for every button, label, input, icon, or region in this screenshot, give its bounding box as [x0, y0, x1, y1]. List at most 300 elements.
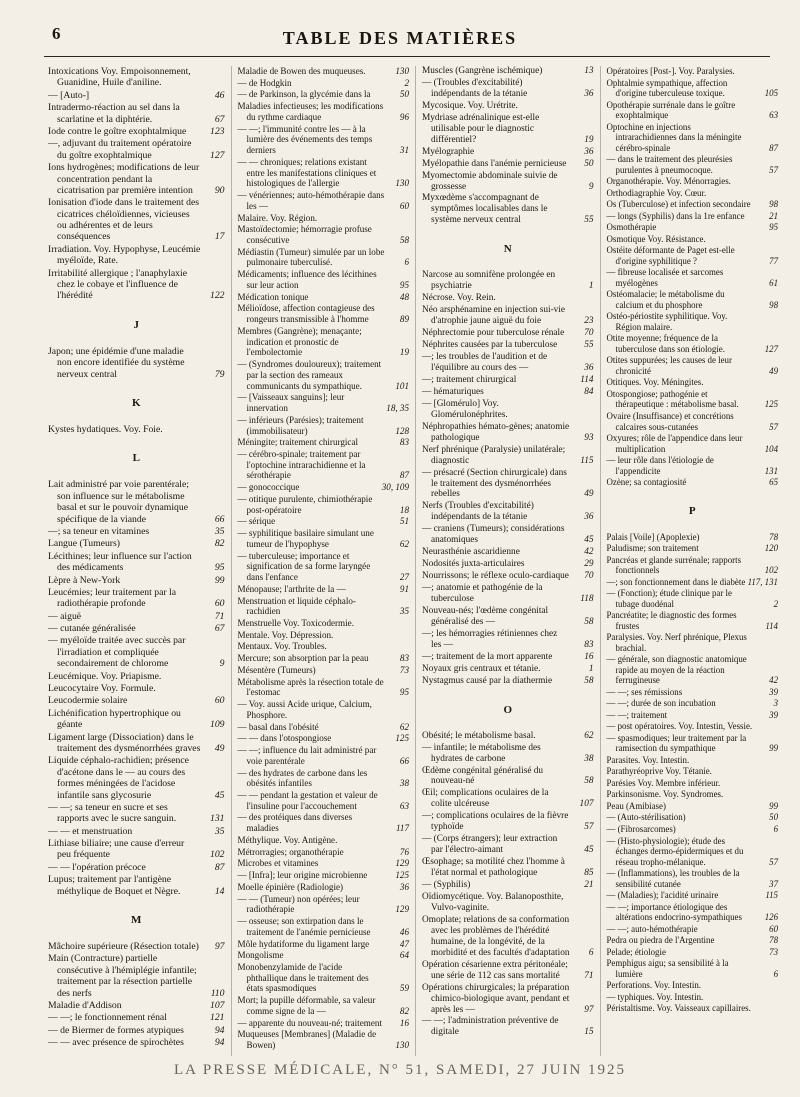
- entry-page-number: 83: [399, 437, 409, 448]
- index-entry: [48, 755, 225, 801]
- entry-page-number: 1: [588, 281, 594, 292]
- entry-page-number: 21: [769, 210, 778, 221]
- page-title: TABLE DES MATIÈRES: [282, 28, 518, 48]
- index-entry: [48, 635, 225, 669]
- index-column-2: [231, 66, 416, 1056]
- entry-page-number: 23: [584, 316, 594, 327]
- entry-page-number: 18: [399, 504, 409, 515]
- index-entry: [422, 743, 594, 765]
- entry-page-number: 37: [769, 878, 778, 889]
- entry-term: Opératoires [Post-]. Voy. Paralysies.: [606, 66, 735, 76]
- entry-page-number: 38: [584, 753, 594, 764]
- entry-term: — de Hodgkin: [237, 77, 292, 88]
- index-entry: [422, 788, 594, 810]
- section-letter: N: [503, 243, 512, 256]
- index-entry: [238, 745, 410, 766]
- entry-term: — —; influence du lait administré par voie parentérale: [237, 745, 377, 766]
- entry-term: Otospongiose; pathogénie et thérapeutique : métabolisme basal.: [606, 388, 739, 410]
- entry-page-number: 83: [584, 639, 594, 650]
- entry-page-number: 99: [769, 743, 778, 754]
- entry-term: Maladie d'Addison: [48, 1000, 122, 1011]
- entry-term: Opothérapie surrénale dans le goître exophtalmique: [606, 99, 736, 121]
- index-entry: [48, 732, 225, 755]
- entry-term: Péristaltisme. Voy. Vaisseaux capillaires.: [606, 1003, 751, 1014]
- entry-term: Opération césarienne extra péritonéale; une série de 112 cas sans mortalité: [422, 959, 568, 981]
- entry-term: Malaire. Voy. Région.: [237, 212, 318, 223]
- entry-term: Ions hydrogènes; modifications de leur concentration pendant la cicatrisation par première intention: [48, 162, 200, 196]
- index-entry: [48, 138, 225, 161]
- index-entry: [422, 340, 594, 351]
- entry-term: — (Inflammations), les troubles de la sensibilité cutanée: [606, 868, 740, 889]
- entry-page-number: 117, 131: [747, 576, 778, 587]
- index-entry: [607, 433, 779, 454]
- entry-term: Liquide céphalo-rachidien; présence d'acétone dans le — au cours des formes méningées de l'acidose infantile sans glycosurie: [48, 755, 189, 801]
- entry-page-number: 70: [584, 328, 594, 339]
- index-entry: [422, 147, 594, 158]
- entry-term: Méningite; traitement chirurgical: [237, 437, 359, 448]
- entry-page-number: 36: [584, 88, 594, 99]
- index-entry: [607, 733, 779, 754]
- entry-term: — basal dans l'obésité: [237, 721, 319, 732]
- entry-term: Myxœdème s'accompagnant de symptômes localisables dans le système nerveux central: [422, 193, 548, 226]
- entry-term: Obésité; le métabolisme basal.: [422, 730, 536, 741]
- entry-term: Os (Tuberculose) et infection secondaire: [606, 199, 751, 210]
- index-entry: [607, 992, 779, 1003]
- entry-page-number: 19: [584, 134, 594, 145]
- entry-term: Langue (Tumeurs): [48, 538, 121, 550]
- index-entry: [422, 305, 594, 327]
- entry-term: — —; le fonctionnement rénal: [48, 1012, 167, 1024]
- index-entry: [607, 789, 779, 800]
- entry-page-number: 87: [769, 142, 778, 153]
- index-entry: [238, 1029, 410, 1050]
- index-entry: [48, 874, 225, 897]
- entry-term: — (Syphilis): [422, 880, 471, 891]
- index-entry: [607, 333, 779, 354]
- index-entry: [422, 606, 594, 628]
- section-letter: K: [131, 396, 141, 409]
- entry-page-number: 14: [214, 885, 225, 897]
- entry-term: — —; traitement: [606, 709, 668, 720]
- section-letter: P: [688, 504, 696, 517]
- entry-page-number: 50: [769, 812, 778, 823]
- index-entry: [238, 66, 410, 77]
- entry-term: Moelle épinière (Radiologie): [237, 881, 344, 892]
- entry-term: Mélioïdose, affection contagieuse des rongeurs transmissible à l'homme: [237, 303, 375, 325]
- index-entry: [238, 665, 410, 676]
- index-entry: [607, 687, 779, 698]
- index-entry: [607, 721, 779, 732]
- entry-page-number: 125: [395, 870, 409, 881]
- entry-page-number: 55: [584, 215, 594, 226]
- index-entry: [238, 699, 410, 720]
- index-entry: [422, 101, 594, 112]
- index-entry: [422, 811, 594, 833]
- index-entry: [607, 234, 779, 245]
- entry-term: — (Corps étrangers); leur extraction par l'électro-aimant: [422, 834, 558, 856]
- entry-page-number: 46: [399, 926, 409, 937]
- entry-page-number: 130: [395, 1040, 409, 1051]
- entry-term: Néphrites causées par la tuberculose: [422, 340, 558, 351]
- index-entry: [422, 652, 594, 663]
- entry-page-number: 122: [209, 290, 225, 302]
- entry-term: Lait administré par voie parentérale; son influence sur le métabolisme basal et sur le pouvoir dynamique spécifique de la viande: [48, 479, 189, 525]
- index-entry: [607, 710, 779, 721]
- entry-page-number: 127: [209, 149, 225, 161]
- entry-page-number: 82: [399, 1005, 409, 1016]
- entry-term: Irradiation. Voy. Hypophyse, Leucémie myéloïde, Rate.: [48, 243, 201, 267]
- entry-page-number: 9: [219, 658, 225, 670]
- entry-term: Mycosique. Voy. Urétrite.: [422, 100, 518, 111]
- entry-page-number: 91: [399, 583, 409, 594]
- entry-page-number: 62: [399, 538, 409, 549]
- entry-term: — (Histo-physiologie); étude des échanges dermo-épidermiques et du réseau tropho-mélanique.: [606, 835, 744, 867]
- index-entry: [607, 902, 779, 923]
- index-entry: [422, 583, 594, 605]
- index-entry: [48, 802, 225, 825]
- entry-page-number: 125: [395, 733, 409, 744]
- entry-page-number: 45: [584, 845, 594, 856]
- index-entry: [48, 671, 225, 682]
- entry-term: Leucodermie solaire: [48, 695, 128, 707]
- entry-term: Iode contre le goître exophtalmique: [48, 125, 187, 137]
- entry-term: — (Auto-stérilisation): [606, 812, 686, 823]
- index-entry: [422, 270, 594, 292]
- entry-term: — Voy. aussi Acide urique, Calcium, Phosphore.: [237, 699, 372, 720]
- entry-page-number: 13: [584, 66, 594, 76]
- entry-term: Œsophage; sa motilité chez l'homme à l'état normal et pathologique: [422, 857, 565, 879]
- entry-term: Membres (Gangrène); menaçante; indication et pronostic de l'embolectomie: [237, 325, 362, 358]
- entry-page-number: 49: [584, 489, 594, 500]
- entry-term: Parésies Voy. Membre inférieur.: [606, 777, 721, 788]
- entry-term: Otites suppurées; les causes de leur chronicité: [606, 355, 732, 376]
- entry-term: — des hydrates de carbone dans les obésités infantiles: [237, 767, 368, 789]
- entry-page-number: 104: [764, 443, 778, 454]
- entry-page-number: 46: [214, 89, 225, 101]
- index-entry: [238, 882, 410, 893]
- entry-page-number: 99: [769, 800, 778, 811]
- entry-page-number: 27: [399, 572, 409, 583]
- entry-term: — (Fonction); étude clinique par le tubage duodénal: [606, 588, 732, 609]
- entry-term: — —; importance étiologique des altérations endocrino-sympathiques: [606, 901, 742, 923]
- entry-term: — — dans l'otospongiose: [237, 733, 332, 744]
- entry-page-number: 130: [395, 178, 409, 189]
- entry-term: — cérébro-spinale; traitement par l'optochine intrarachidienne et la sérothérapie: [237, 448, 366, 481]
- index-entry: [238, 516, 410, 527]
- entry-term: — (Fibrosarcomes): [606, 824, 676, 834]
- entry-page-number: 3: [773, 698, 778, 709]
- index-entry: [238, 157, 410, 189]
- entry-term: Néphropathies hémato-gènes; anatomie pathologique: [422, 421, 570, 443]
- index-entry: [238, 995, 410, 1016]
- index-entry: [607, 824, 779, 835]
- index-entry: [607, 245, 779, 266]
- index-entry: [48, 346, 225, 380]
- index-entry: [48, 244, 225, 267]
- entry-page-number: 107: [579, 799, 594, 810]
- index-entry: [422, 387, 594, 398]
- entry-term: — —; l'immunité contre les — à la lumière des événements des temps derniers: [237, 123, 373, 156]
- index-entry: [48, 1012, 225, 1023]
- index-entry: [607, 958, 779, 979]
- entry-page-number: 42: [584, 547, 594, 558]
- entry-term: —; complications oculaires de la fièvre typhoïde: [422, 811, 569, 833]
- entry-page-number: 6: [404, 257, 409, 268]
- entry-page-number: 89: [399, 314, 409, 325]
- entry-term: — — l'opération précoce: [48, 861, 146, 873]
- index-entry: [238, 835, 410, 846]
- entry-page-number: 97: [214, 941, 225, 953]
- index-entry: [607, 377, 779, 388]
- index-entry: [422, 399, 594, 421]
- entry-term: — — et menstruation: [48, 825, 133, 837]
- entry-term: Maladies infectieuses; les modifications du rythme cardiaque: [237, 101, 384, 122]
- index-entry: [238, 89, 410, 100]
- index-entry: [607, 188, 779, 199]
- index-entry: [422, 293, 594, 304]
- entry-term: — [Glomérulo] Voy. Glomérulonéphrites.: [422, 398, 508, 420]
- entry-page-number: 59: [399, 983, 409, 994]
- entry-page-number: 39: [769, 686, 778, 697]
- entry-page-number: 39: [769, 709, 778, 720]
- entry-page-number: 6: [588, 947, 594, 958]
- index-entry: [607, 868, 779, 889]
- index-entry: [238, 847, 410, 858]
- entry-term: — tuberculeuse; importance et signification de sa forme laryngée dans l'enfance: [237, 550, 371, 583]
- index-entry: [607, 632, 779, 653]
- entry-page-number: 35: [399, 606, 409, 617]
- index-entry: [238, 630, 410, 641]
- entry-page-number: 99: [214, 574, 225, 586]
- index-entry: [238, 303, 410, 324]
- entry-term: Néphrectomie pour tuberculose rénale: [422, 328, 565, 339]
- entry-page-number: 6: [773, 968, 778, 979]
- entry-term: Omoplate; relations de sa conformation avec les problèmes de l'hérédité humaine, de la longévité, de la morbidité et des facultés d'adaptation: [422, 914, 570, 958]
- index-entry: [607, 100, 779, 121]
- entry-page-number: 131: [764, 465, 778, 476]
- entry-term: —; les hémorragies rétiniennes chez les —: [422, 628, 558, 650]
- index-entry: [607, 411, 779, 432]
- index-entry: [607, 122, 779, 154]
- entry-term: — —; sa teneur en sucre et ses rapports avec le sucre sanguin.: [48, 801, 177, 825]
- index-entry: [238, 449, 410, 481]
- index-entry: [48, 683, 225, 694]
- index-entry: [48, 862, 225, 873]
- entry-term: — craniens (Tumeurs); considérations anatomiques: [422, 524, 565, 546]
- entry-term: — myéloïde traitée avec succès par l'irradiation et compliquée secondairement de chlorome: [48, 635, 186, 670]
- entry-page-number: 71: [584, 970, 594, 981]
- index-entry: [238, 894, 410, 915]
- entry-term: Ozène; sa contagiosité: [606, 477, 687, 488]
- index-entry: [607, 176, 779, 187]
- entry-term: —, adjuvant du traitement opératoire du goître exophtalmique: [48, 138, 192, 161]
- entry-page-number: 115: [580, 455, 594, 466]
- entry-term: Myélopathie dans l'anémie pernicieuse: [422, 158, 567, 169]
- entry-term: Muqueuses [Membranes] (Maladie de Bowen): [237, 1029, 377, 1051]
- entry-term: Métabolisme après la résection totale de l'estomac: [237, 676, 384, 698]
- entry-term: Ménopause; l'arthrite de la —: [237, 583, 346, 594]
- entry-term: Palais [Voile] (Apoplexie): [606, 531, 700, 542]
- index-columns: [46, 66, 784, 1056]
- entry-page-number: 21: [584, 880, 594, 891]
- section-letter: M: [131, 914, 142, 927]
- index-entry: [607, 924, 779, 935]
- index-entry: [607, 980, 779, 991]
- index-entry: [607, 890, 779, 901]
- entry-page-number: 87: [399, 470, 409, 481]
- index-entry: [607, 610, 779, 631]
- entry-page-number: 15: [584, 1027, 594, 1038]
- entry-page-number: 29: [584, 559, 594, 570]
- index-entry: [422, 676, 594, 687]
- entry-term: Kystes hydatiques. Voy. Foie.: [48, 423, 163, 435]
- entry-page-number: 120: [764, 543, 778, 554]
- entry-term: Pelade; étiologie: [606, 946, 666, 957]
- entry-term: —; traitement chirurgical: [422, 374, 517, 385]
- entry-term: Nerfs (Troubles d'excitabilité) indépendants de la tétanie: [422, 501, 534, 523]
- entry-term: Optochine en injections intrarachidiennes dans la méningite cérébro-spinale: [606, 121, 742, 153]
- entry-page-number: 96: [399, 111, 409, 122]
- entry-term: Parathyréoprive Voy. Tétanie.: [606, 766, 712, 777]
- entry-term: Nécrose. Voy. Rein.: [422, 293, 496, 304]
- entry-page-number: 58: [584, 675, 594, 686]
- index-entry: [607, 78, 779, 99]
- index-entry: [422, 66, 594, 77]
- entry-page-number: 62: [399, 721, 409, 732]
- index-entry: [422, 857, 594, 879]
- entry-term: — [Infra]; leur origine microbienne: [237, 870, 368, 881]
- entry-page-number: 78: [769, 935, 778, 946]
- entry-term: Myomectomie abdominale suivie de grossesse: [422, 170, 558, 192]
- index-entry: [48, 587, 225, 610]
- entry-page-number: 110: [210, 987, 225, 999]
- entry-term: — de Biermer de formes atypiques: [48, 1024, 184, 1036]
- entry-term: — aiguë: [48, 610, 82, 622]
- index-entry: [607, 836, 779, 868]
- entry-term: — post opératoires. Voy. Intestin, Vessie.: [606, 721, 753, 732]
- index-entry: [238, 722, 410, 733]
- index-entry: [607, 355, 779, 376]
- index-entry: [238, 641, 410, 652]
- entry-page-number: 18, 35: [386, 403, 409, 414]
- index-entry: [48, 90, 225, 101]
- entry-term: Oïdiomycétique. Voy. Balanoposthite, Vulvo-vaginite.: [422, 892, 564, 913]
- index-entry: [607, 755, 779, 766]
- entry-term: Ostéo-périostite syphilitique. Voy. Région malaire.: [606, 311, 728, 332]
- entry-page-number: 95: [769, 222, 778, 233]
- entry-term: — inférieurs (Parésies); traitement (immobilisateur): [237, 414, 364, 436]
- entry-term: — générale, son diagnostic anatomique rapide au moyen de la réaction ferrugineuse: [606, 654, 747, 686]
- index-entry: [238, 269, 410, 290]
- index-entry: [48, 197, 225, 243]
- entry-term: Nystagmus causé par la diathermie: [422, 675, 553, 686]
- entry-page-number: 98: [769, 199, 778, 210]
- entry-term: — cutanée généralisée: [48, 623, 136, 635]
- entry-term: Lécithines; leur influence sur l'action des médicaments: [48, 550, 192, 574]
- entry-page-number: 60: [214, 695, 225, 707]
- entry-term: Myélographie: [422, 146, 475, 157]
- entry-page-number: 45: [214, 789, 225, 801]
- index-entry: [48, 1037, 225, 1048]
- index-entry: [422, 501, 594, 523]
- entry-page-number: 94: [214, 1024, 225, 1036]
- index-entry: [48, 102, 225, 125]
- entry-page-number: 17: [214, 231, 225, 243]
- entry-term: Nodosités juxta-articulaires: [422, 559, 525, 570]
- entry-term: — gonococcique: [237, 482, 300, 493]
- entry-term: — osseuse; son extirpation dans le traitement de l'anémie pernicieuse: [237, 916, 371, 937]
- entry-page-number: 35: [214, 825, 225, 837]
- entry-term: — dans le traitement des pleurésies purulentes à pneumocoque.: [606, 154, 733, 175]
- entry-page-number: 51: [399, 516, 409, 527]
- index-entry: [48, 708, 225, 731]
- entry-term: Japon; une épidémie d'une maladie non encore identifiée du système nerveux central: [48, 345, 185, 380]
- index-entry: [48, 838, 225, 861]
- index-entry: [238, 962, 410, 994]
- entry-page-number: 128: [395, 425, 409, 436]
- index-entry: [607, 543, 779, 554]
- index-entry: [238, 415, 410, 436]
- entry-page-number: 126: [764, 912, 778, 923]
- index-entry: [607, 211, 779, 222]
- index-column-4: [600, 66, 785, 1056]
- entry-term: — —; l'administration préventive de digitale: [422, 1016, 559, 1038]
- index-entry: [607, 947, 779, 958]
- index-entry: [238, 124, 410, 156]
- page-footer: LA PRESSE MÉDICALE, N° 51, SAMEDI, 27 JUIN 1925: [173, 1062, 627, 1078]
- index-entry: [238, 790, 410, 811]
- entry-page-number: 60: [399, 200, 409, 211]
- index-column-1: [46, 66, 231, 1056]
- entry-page-number: 67: [214, 623, 225, 635]
- entry-term: Leucocytaire Voy. Formule.: [48, 683, 156, 695]
- index-entry: [607, 812, 779, 823]
- entry-page-number: 57: [769, 856, 778, 867]
- index-entry: [238, 812, 410, 833]
- index-entry: [607, 555, 779, 576]
- entry-term: Lichénification hypertrophique ou géante: [48, 707, 181, 731]
- index-entry: [238, 213, 410, 224]
- index-entry: [607, 654, 779, 686]
- index-entry: [238, 392, 410, 413]
- entry-page-number: 16: [584, 651, 594, 662]
- entry-term: Nourrissons; le réflexe oculo-cardiaque: [422, 571, 569, 582]
- entry-page-number: 57: [769, 421, 778, 432]
- entry-term: — leur rôle dans l'étiologie de l'appendicite: [606, 455, 714, 476]
- index-entry: [238, 950, 410, 961]
- entry-page-number: 131: [209, 813, 225, 825]
- entry-term: — longs (Syphilis) dans la 1re enfance: [606, 210, 745, 221]
- entry-term: Otite moyenne; fréquence de la tuberculose dans son étiologie.: [606, 333, 725, 354]
- index-entry: [48, 611, 225, 622]
- entry-page-number: 95: [399, 279, 409, 290]
- entry-term: Parasites. Voy. Intestin.: [606, 754, 690, 765]
- entry-term: Pancréas et glande surrénale; rapports fonctionnels: [606, 554, 742, 576]
- index-entry: [238, 677, 410, 698]
- entry-page-number: 97: [584, 1004, 594, 1015]
- entry-page-number: 36: [399, 881, 409, 892]
- entry-page-number: 66: [214, 513, 225, 525]
- index-entry: [422, 983, 594, 1016]
- entry-term: — (Maladies); l'acidité urinaire: [606, 890, 719, 901]
- index-entry: [607, 766, 779, 777]
- entry-page-number: 61: [769, 277, 778, 288]
- entry-term: Mésentère (Tumeurs): [237, 664, 316, 675]
- entry-term: Menstruelle Voy. Toxicodermie.: [237, 617, 354, 628]
- index-entry: [422, 571, 594, 582]
- entry-page-number: 64: [399, 950, 409, 961]
- entry-page-number: 78: [769, 531, 778, 542]
